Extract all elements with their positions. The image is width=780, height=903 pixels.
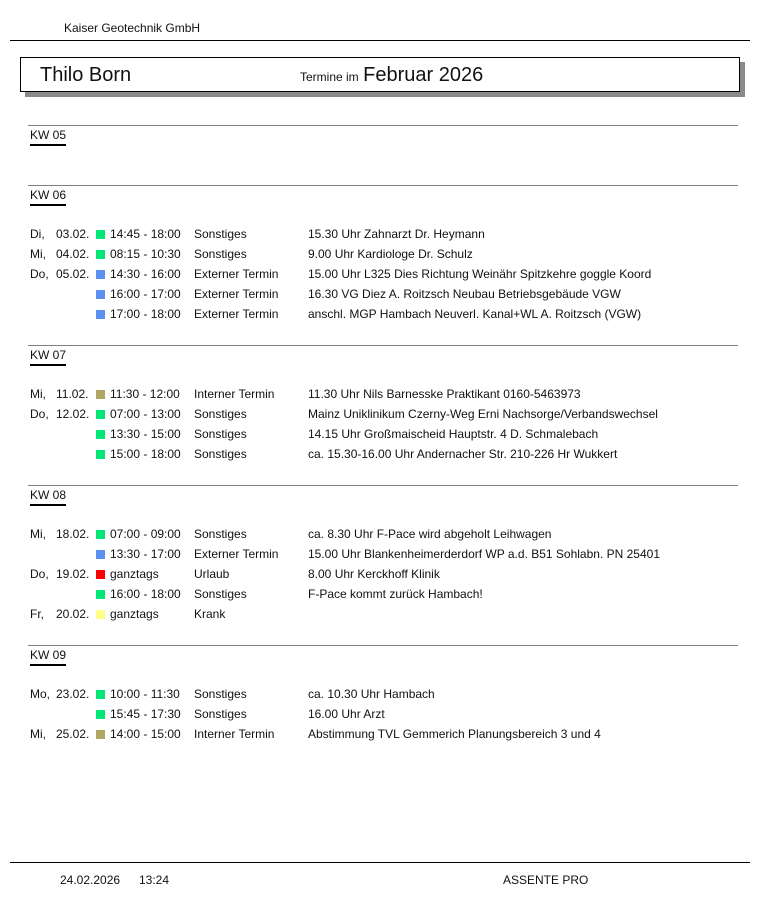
time-range: ganztags xyxy=(110,567,159,581)
category-label: Externer Termin xyxy=(194,267,279,281)
category-color-icon xyxy=(96,410,105,419)
week-label: KW 08 xyxy=(30,488,66,506)
week-divider xyxy=(28,185,738,186)
week-label: KW 05 xyxy=(30,128,66,146)
week-divider xyxy=(28,345,738,346)
weekday-label: Fr, xyxy=(30,607,44,621)
description-text: ca. 8.30 Uhr F-Pace wird abgeholt Leihwagen xyxy=(308,527,552,541)
description-text: 14.15 Uhr Großmaischeid Hauptstr. 4 D. Schmalebach xyxy=(308,427,599,441)
date-label: 18.02. xyxy=(56,527,90,541)
category-label: Sonstiges xyxy=(194,527,247,541)
weekday-label: Mi, xyxy=(30,527,46,541)
date-label: 25.02. xyxy=(56,727,90,741)
time-range: 16:00 - 18:00 xyxy=(110,587,181,601)
time-range: 17:00 - 18:00 xyxy=(110,307,181,321)
week-divider xyxy=(28,125,738,126)
weekday-label: Do, xyxy=(30,407,49,421)
weekday-label: Mi, xyxy=(30,247,46,261)
description-text: 15.00 Uhr Blankenheimerderdorf WP a.d. B51 Sohlabn. PN 25401 xyxy=(308,547,660,561)
category-label: Interner Termin xyxy=(194,387,275,401)
description-text: ca. 10.30 Uhr Hambach xyxy=(308,687,435,701)
company-name: Kaiser Geotechnik GmbH xyxy=(64,21,201,35)
category-color-icon xyxy=(96,450,105,459)
time-range: 10:00 - 11:30 xyxy=(110,687,180,701)
description-text: 16.00 Uhr Arzt xyxy=(308,707,385,721)
title-prefix: Termine im xyxy=(300,70,359,84)
description-text: 15.00 Uhr L325 Dies Richtung Weinähr Spitzkehre goggle Koord xyxy=(308,267,652,281)
time-range: 15:45 - 17:30 xyxy=(110,707,181,721)
description-text: ca. 15.30-16.00 Uhr Andernacher Str. 210-226 Hr Wukkert xyxy=(308,447,618,461)
time-range: 15:00 - 18:00 xyxy=(110,447,181,461)
weekday-label: Mi, xyxy=(30,387,46,401)
time-range: 14:00 - 15:00 xyxy=(110,727,181,741)
description-text: 8.00 Uhr Kerckhoff Klinik xyxy=(308,567,440,581)
category-label: Sonstiges xyxy=(194,427,247,441)
time-range: 08:15 - 10:30 xyxy=(110,247,181,261)
category-color-icon xyxy=(96,230,105,239)
description-text: anschl. MGP Hambach Neuverl. Kanal+WL A. Roitzsch (VGW) xyxy=(308,307,642,321)
header-divider xyxy=(10,40,750,41)
category-color-icon xyxy=(96,430,105,439)
title-box xyxy=(20,57,740,92)
weekday-label: Do, xyxy=(30,567,49,581)
time-range: 14:30 - 16:00 xyxy=(110,267,181,281)
time-range: 07:00 - 09:00 xyxy=(110,527,181,541)
category-label: Sonstiges xyxy=(194,247,247,261)
category-color-icon xyxy=(96,310,105,319)
description-text: 15.30 Uhr Zahnarzt Dr. Heymann xyxy=(308,227,485,241)
title-month: Februar 2026 xyxy=(363,64,484,86)
time-range: 11:30 - 12:00 xyxy=(110,387,180,401)
week-label: KW 06 xyxy=(30,188,66,206)
time-range: 16:00 - 17:00 xyxy=(110,287,181,301)
person-name: Thilo Born xyxy=(40,64,132,86)
description-text: F-Pace kommt zurück Hambach! xyxy=(308,587,483,601)
date-label: 03.02. xyxy=(56,227,90,241)
category-label: Externer Termin xyxy=(194,287,279,301)
weekday-label: Mo, xyxy=(30,687,51,701)
category-label: Urlaub xyxy=(194,567,230,581)
date-label: 04.02. xyxy=(56,247,90,261)
time-range: 13:30 - 15:00 xyxy=(110,427,181,441)
week-label: KW 09 xyxy=(30,648,66,666)
time-range: 14:45 - 18:00 xyxy=(110,227,181,241)
weekday-label: Do, xyxy=(30,267,49,281)
category-label: Krank xyxy=(194,607,226,621)
category-color-icon xyxy=(96,690,105,699)
category-color-icon xyxy=(96,550,105,559)
category-color-icon xyxy=(96,730,105,739)
category-color-icon xyxy=(96,710,105,719)
description-text: 9.00 Uhr Kardiologe Dr. Schulz xyxy=(308,247,473,261)
date-label: 12.02. xyxy=(56,407,90,421)
category-label: Interner Termin xyxy=(194,727,275,741)
week-divider xyxy=(28,645,738,646)
week-label: KW 07 xyxy=(30,348,66,366)
category-label: Sonstiges xyxy=(194,687,247,701)
category-label: Sonstiges xyxy=(194,227,247,241)
time-range: 07:00 - 13:00 xyxy=(110,407,181,421)
category-color-icon xyxy=(96,590,105,599)
date-label: 11.02. xyxy=(56,387,89,401)
date-label: 05.02. xyxy=(56,267,90,281)
date-label: 20.02. xyxy=(56,607,90,621)
category-color-icon xyxy=(96,610,105,619)
category-label: Sonstiges xyxy=(194,587,247,601)
description-text: Abstimmung TVL Gemmerich Planungsbereich 3 und 4 xyxy=(308,727,601,741)
footer-divider xyxy=(10,862,750,863)
time-range: ganztags xyxy=(110,607,159,621)
date-label: 19.02. xyxy=(56,567,90,581)
description-text: Mainz Uniklinikum Czerny-Weg Erni Nachsorge/Verbandswechsel xyxy=(308,407,658,421)
category-color-icon xyxy=(96,250,105,259)
category-color-icon xyxy=(96,270,105,279)
print-date: 24.02.2026 xyxy=(60,873,121,887)
category-color-icon xyxy=(96,570,105,579)
category-label: Externer Termin xyxy=(194,547,279,561)
category-label: Sonstiges xyxy=(194,447,247,461)
app-name: ASSENTE PRO xyxy=(503,873,589,887)
weekday-label: Di, xyxy=(30,227,45,241)
category-label: Sonstiges xyxy=(194,407,247,421)
print-time: 13:24 xyxy=(139,873,170,887)
weekday-label: Mi, xyxy=(30,727,46,741)
description-text: 16.30 VG Diez A. Roitzsch Neubau Betriebsgebäude VGW xyxy=(308,287,621,301)
description-text: 11.30 Uhr Nils Barnesske Praktikant 0160-5463973 xyxy=(308,387,581,401)
category-label: Externer Termin xyxy=(194,307,279,321)
title-period xyxy=(300,64,483,87)
week-divider xyxy=(28,485,738,486)
category-color-icon xyxy=(96,290,105,299)
date-label: 23.02. xyxy=(56,687,90,701)
category-label: Sonstiges xyxy=(194,707,247,721)
time-range: 13:30 - 17:00 xyxy=(110,547,181,561)
category-color-icon xyxy=(96,530,105,539)
category-color-icon xyxy=(96,390,105,399)
